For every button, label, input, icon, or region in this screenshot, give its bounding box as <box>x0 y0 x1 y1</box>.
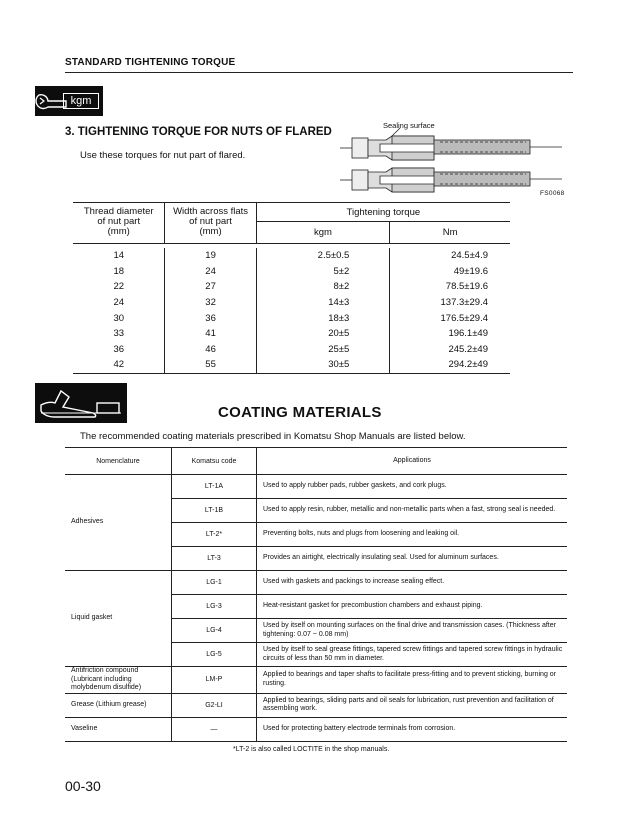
nomenclature-cell: Adhesives <box>65 475 172 571</box>
nm-cell: 245.2±49 <box>390 342 510 358</box>
coating-row <box>65 571 567 595</box>
coating-row <box>65 667 567 694</box>
grease-gun-icon <box>35 383 127 423</box>
application-cell: Preventing bolts, nuts and plugs from loosening and leaking oil. <box>257 523 568 547</box>
coating-row <box>65 717 567 741</box>
torque-row <box>73 295 510 311</box>
sealing-surface-label: Sealing surface <box>383 121 435 130</box>
application-cell: Used to apply rubber pads, rubber gaskets, and cork plugs. <box>257 475 568 499</box>
nm-cell: 49±19.6 <box>390 264 510 280</box>
torque-row <box>73 264 510 280</box>
width-cell: 46 <box>165 342 256 358</box>
nm-cell: 24.5±4.9 <box>390 248 510 264</box>
thread-cell: 22 <box>113 281 125 293</box>
komatsu-code-cell: LG-4 <box>172 619 257 643</box>
thread-cell: 18 <box>113 265 125 277</box>
application-cell: Applied to bearings and taper shafts to facilitate press-fitting and to prevent sticking, burning or rusting. <box>257 667 568 694</box>
width-cell: 24 <box>165 264 256 280</box>
application-cell: Provides an airtight, electrically insulating seal. Used for aluminum surfaces. <box>257 547 568 571</box>
applications-header: Applications <box>257 448 568 475</box>
komatsu-code-cell: — <box>172 717 257 741</box>
kgm-cell: 2.5±0.5 <box>256 248 390 264</box>
thread-cell: 36 <box>113 343 125 355</box>
torque-row <box>73 342 510 358</box>
komatsu-code-cell: LT-1B <box>172 499 257 523</box>
figure-code: FS0068 <box>540 190 565 197</box>
application-cell: Used to apply resin, rubber, metallic and non-metallic parts when a fast, strong seal is needed. <box>257 499 568 523</box>
coating-row <box>65 475 567 499</box>
header-line: Width across flats <box>173 206 249 217</box>
header-line: of nut part <box>97 216 141 227</box>
header-line: (mm) <box>107 226 130 237</box>
width-cell: 32 <box>165 295 256 311</box>
komatsu-code-cell: LM-P <box>172 667 257 694</box>
page-number: 00-30 <box>65 778 101 794</box>
komatsu-code-cell: G2-LI <box>172 693 257 717</box>
nomenclature-cell: Grease (Lithium grease) <box>65 693 172 717</box>
nomenclature-cell: Antifriction compound (Lubricant including molybdenum disulfide) <box>65 667 172 694</box>
flare-nut-torque-table <box>73 202 510 374</box>
section3-intro: Use these torques for nut part of flared. <box>80 150 246 161</box>
thread-cell: 42 <box>73 357 165 373</box>
section3-title: 3. TIGHTENING TORQUE FOR NUTS OF FLARED <box>65 126 332 138</box>
page-header-title: STANDARD TIGHTENING TORQUE <box>65 57 236 68</box>
coating-materials-title: COATING MATERIALS <box>218 404 382 421</box>
coating-materials-table <box>65 447 567 742</box>
nm-cell: 78.5±19.6 <box>390 279 510 295</box>
width-cell: 27 <box>165 279 256 295</box>
nm-cell: 196.1±49 <box>390 326 510 342</box>
kgm-cell: 5±2 <box>256 264 390 280</box>
kgm-badge <box>35 86 103 116</box>
kgm-cell: 8±2 <box>256 279 390 295</box>
torque-row <box>73 357 510 373</box>
header-rule <box>65 72 573 73</box>
header-line: (mm) <box>199 226 222 237</box>
torque-row <box>73 279 510 295</box>
komatsu-code-header: Komatsu code <box>172 448 257 475</box>
nomenclature-cell: Liquid gasket <box>65 571 172 667</box>
thread-cell: 24 <box>113 297 125 309</box>
width-cell: 36 <box>165 310 256 326</box>
width-cell: 55 <box>165 357 256 373</box>
header-line: of nut part <box>189 216 232 227</box>
komatsu-code-cell: LT-3 <box>172 547 257 571</box>
width-across-flats-header <box>165 203 256 244</box>
kgm-cell: 14±3 <box>256 295 390 311</box>
komatsu-code-cell: LG-1 <box>172 571 257 595</box>
torque-row <box>73 326 510 342</box>
kgm-column-header: kgm <box>256 222 390 244</box>
kgm-cell: 25±5 <box>256 342 390 358</box>
torque-row <box>73 310 510 326</box>
torque-row <box>73 248 510 264</box>
coating-intro: The recommended coating materials prescribed in Komatsu Shop Manuals are listed below. <box>80 431 466 442</box>
width-cell: 19 <box>165 248 256 264</box>
thread-cell: 30 <box>113 312 125 324</box>
nomenclature-cell: Vaseline <box>65 717 172 741</box>
thread-diameter-header <box>73 203 165 244</box>
kgm-cell: 30±5 <box>256 357 390 373</box>
tightening-torque-header: Tightening torque <box>256 203 510 222</box>
header-line: Thread diameter <box>83 206 154 217</box>
coating-badge <box>35 383 127 423</box>
nm-cell: 137.3±29.4 <box>390 295 510 311</box>
thread-cell: 14 <box>113 250 125 262</box>
kgm-cell: 18±3 <box>256 310 390 326</box>
komatsu-code-cell: LG-5 <box>172 643 257 667</box>
application-cell: Heat-resistant gasket for precombustion chambers and exhaust piping. <box>257 595 568 619</box>
komatsu-code-cell: LT-2* <box>172 523 257 547</box>
komatsu-code-cell: LT-1A <box>172 475 257 499</box>
loctite-footnote: *LT-2 is also called LOCTITE in the shop manuals. <box>233 746 390 753</box>
nm-column-header: Nm <box>390 222 510 244</box>
komatsu-code-cell: LG-3 <box>172 595 257 619</box>
nomenclature-header: Nomenclature <box>65 448 172 475</box>
thread-cell: 33 <box>113 328 125 340</box>
kgm-label: kgm <box>63 93 99 109</box>
application-cell: Used by itself to seal grease fittings, tapered screw fittings and tapered screw fittings in hydraulic circuits of less than 50 mm in diameter. <box>257 643 568 667</box>
kgm-cell: 20±5 <box>256 326 390 342</box>
coating-row <box>65 693 567 717</box>
width-cell: 41 <box>165 326 256 342</box>
nm-cell: 294.2±49 <box>390 357 510 373</box>
application-cell: Used by itself on mounting surfaces on the final drive and transmission cases. (Thickness after tightening: 0.07 ~ 0.08 mm) <box>257 619 568 643</box>
application-cell: Used for protecting battery electrode terminals from corrosion. <box>257 717 568 741</box>
application-cell: Used with gaskets and packings to increase sealing effect. <box>257 571 568 595</box>
application-cell: Applied to bearings, sliding parts and oil seals for lubrication, rust prevention and facilitation of assembling work. <box>257 693 568 717</box>
nm-cell: 176.5±29.4 <box>390 310 510 326</box>
